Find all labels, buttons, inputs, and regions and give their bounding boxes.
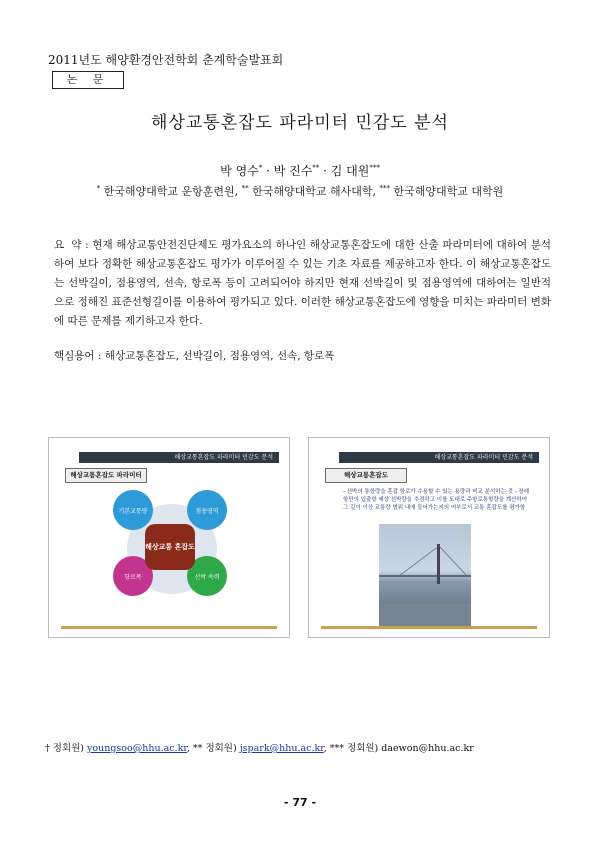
figure-slide-parameters: [48, 437, 290, 638]
node-base-traffic: 기본교통량: [113, 490, 153, 530]
author-1-mark: *: [258, 164, 263, 172]
keywords-label: 핵심용어 :: [54, 350, 102, 362]
slide-bullet-text: - 선박의 통항량을 혼잡 항로가 수용할 수 있는 용량과 비교 분석하는 것 - 장래 항만의 입출항 예상 선박량을 추정하고 이를 토대로 주항로통항량을 계산하여 그 길이 이상 교통량 범위 내에 들어가는지의 여부로서 교통 혼잡도를 평가함: [343, 489, 530, 511]
node-ship-speed: 선박 속력: [187, 556, 227, 596]
slide-title-bar: 해상교통혼잡도 파라미터 민감도 분석: [79, 452, 279, 463]
affil-3: 한국해양대학교 대학원: [390, 185, 504, 198]
abstract: [54, 236, 551, 331]
node-occupied-area: 점용영역: [187, 490, 227, 530]
affil-mark: **: [241, 184, 249, 193]
paper-type-badge: 논 문: [52, 71, 124, 89]
email-link-1[interactable]: youngsoo@hhu.ac.kr: [87, 743, 187, 754]
slide-title-bar: 해상교통혼잡도 파라미터 민감도 분석: [339, 452, 539, 463]
author-2-mark: **: [312, 164, 320, 172]
slide-footer-stripe: [61, 626, 277, 629]
keywords: [54, 348, 334, 363]
footnote-text: , ** 정회원): [186, 743, 240, 754]
keywords-text: 해상교통혼잡도, 선박길이, 점용영역, 선속, 항로폭: [104, 350, 335, 362]
abstract-text: 현재 해상교통안전진단제도 평가요소의 하나인 해상교통혼잡도에 대한 산출 파라미터에 대하여 분석하여 보다 정확한 해상교통혼잡도 평가가 이루어질 수 있는 기초 자료를 제공하고자 한다. 이 해상교통혼잡도는 선박길이, 점용영역, 선속, 항로폭 등이 고려되어야 하지만 현재 선박길이 및 점용영역에 대하여는 일반적으로 정해진 표준선형길이를 이용하여 평가되고 있다. 이러한 해상교통혼잡도에 영향을 미치는 파라미터 변화에 따른 문제를 제기하고자 한다.: [54, 239, 552, 327]
affil-2: 한국해양대학교 해사대학,: [248, 185, 380, 198]
slide-tab: 해상교통혼잡도 파라미터: [65, 468, 147, 483]
author-sep: ·: [319, 164, 331, 178]
author-line: [0, 162, 600, 179]
author-1: 박 영수: [220, 164, 259, 178]
author-sep: ·: [262, 164, 274, 178]
footnote-text: 정회원): [49, 743, 88, 754]
author-footnote: [45, 740, 474, 754]
conference-header: 2011년도 해양환경안전학회 춘계학술발표회: [48, 53, 284, 67]
slide-footer-stripe: [321, 626, 537, 629]
author-3-mark: ***: [369, 164, 380, 172]
author-3: 김 대원: [330, 164, 370, 178]
node-congestion-center: 해상교통 혼잡도: [145, 524, 195, 570]
author-2: 박 진수: [273, 164, 313, 178]
figure-slide-congestion: [308, 437, 550, 638]
affil-1: 한국해양대학교 운항훈련원,: [100, 185, 242, 198]
node-route-width: 항로폭: [113, 556, 153, 596]
slide-tab: 해상교통혼잡도: [325, 468, 407, 483]
email-link-2[interactable]: jspark@hhu.ac.kr: [239, 743, 324, 754]
affiliation-line: [0, 183, 600, 199]
abstract-label: 요 약 :: [54, 239, 89, 251]
footnote-mark: †: [45, 743, 50, 754]
affil-mark: *: [96, 184, 101, 193]
paper-title: 해상교통혼잡도 파라미터 민감도 분석: [151, 113, 449, 133]
harbor-bridge-photo: [379, 524, 471, 628]
affil-mark: ***: [379, 184, 391, 193]
footnote-text: , *** 정회원) daewon@hhu.ac.kr: [323, 743, 474, 754]
page-number: - 77 -: [283, 796, 317, 809]
